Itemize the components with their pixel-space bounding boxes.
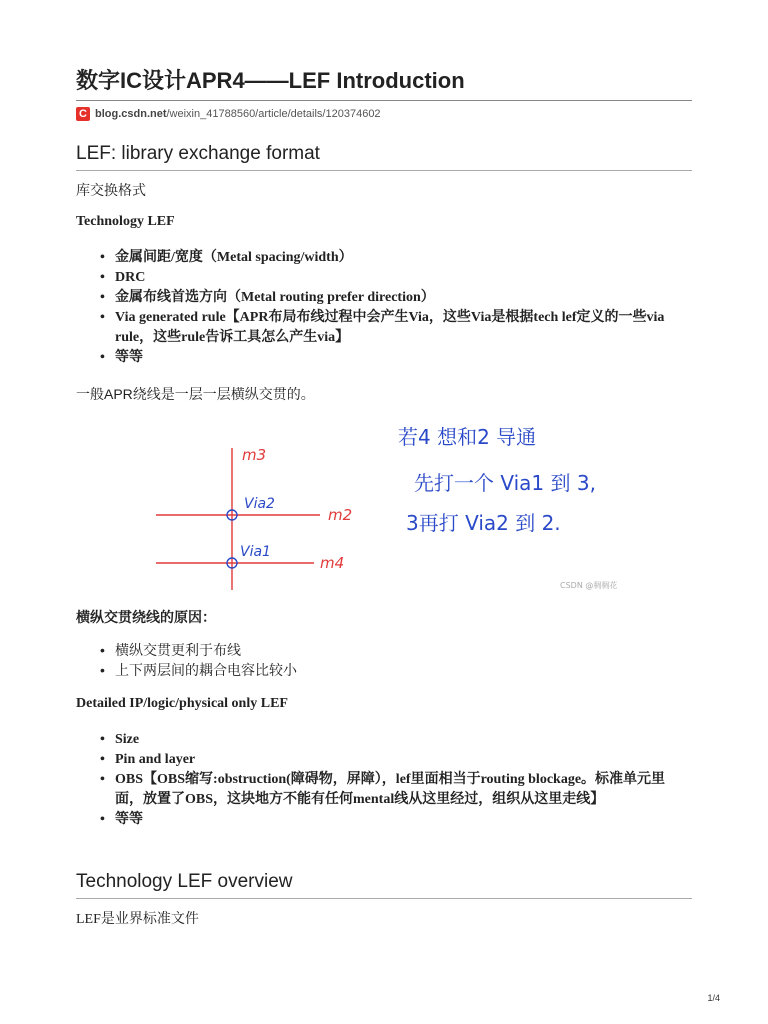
section-divider-lef	[76, 170, 692, 171]
list-item: • 上下两层间的耦合电容比较小	[115, 660, 297, 680]
page-number: 1/4	[707, 993, 720, 1003]
via1-label: Via1	[240, 544, 271, 560]
overview-text: LEF是业界标准文件	[76, 912, 199, 927]
detail-lef-label: Detailed IP/logic/physical only LEF	[76, 696, 288, 711]
source-path: /weixin_41788560/article/details/120374602	[166, 108, 381, 120]
page-title: 数字IC设计APR4——LEF Introduction	[76, 68, 465, 93]
list-item: • DRC	[115, 268, 692, 288]
handwriting-line-2: 先打一个 Via1 到 3,	[414, 471, 596, 495]
section-divider-overview	[76, 898, 692, 899]
source-line	[76, 107, 381, 121]
title-divider	[76, 100, 692, 101]
handwriting-line-3: 3再打 Via2 到 2.	[406, 511, 561, 535]
detail-lef-list	[76, 730, 692, 830]
source-link[interactable]	[95, 108, 381, 120]
via2-label: Via2	[244, 496, 275, 512]
tech-lef-label: Technology LEF	[76, 214, 175, 229]
list-item: • 金属间距/宽度（Metal spacing/width）	[115, 248, 692, 268]
lef-subtitle: 库交换格式	[76, 182, 146, 198]
m4-label: m4	[320, 554, 345, 572]
reason-label: 横纵交贯绕线的原因：	[76, 609, 216, 625]
handwriting-line-1: 若4 想和2 导通	[398, 425, 537, 449]
list-item: • Via generated rule【APR布局布线过程中会产生Via，这些Via是根据tech lef定义的一些via rule，这些rule告诉工具怎么产生via】	[115, 308, 692, 348]
list-item: • OBS【OBS缩写:obstruction(障碍物，屏障），lef里面相当于routing blockage。标准单元里面，放置了OBS，这块地方不能有任何mental线从这里经过，组织从这里走线】	[115, 770, 692, 810]
list-item: • Pin and layer	[115, 750, 692, 770]
routing-diagram-svg	[148, 420, 692, 592]
list-item: • 横纵交贯更利于布线	[115, 640, 297, 660]
list-item: • 金属布线首选方向（Metal routing prefer direction）	[115, 288, 692, 308]
list-item: • 等等	[115, 810, 692, 830]
section-heading-overview: Technology LEF overview	[76, 871, 293, 892]
list-item: • 等等	[115, 348, 692, 368]
apr-note: 一般APR绕线是一层一层横纵交贯的。	[76, 386, 315, 402]
reason-list	[76, 640, 297, 680]
csdn-logo-icon: C	[76, 107, 90, 121]
routing-diagram-image	[148, 420, 692, 592]
image-watermark: CSDN @稠稠花	[560, 581, 618, 590]
source-domain: blog.csdn.net	[95, 108, 167, 120]
tech-lef-list	[76, 248, 692, 368]
m2-label: m2	[328, 506, 353, 524]
section-heading-lef: LEF: library exchange format	[76, 143, 320, 164]
list-item: • Size	[115, 730, 692, 750]
m3-label: m3	[242, 446, 267, 464]
